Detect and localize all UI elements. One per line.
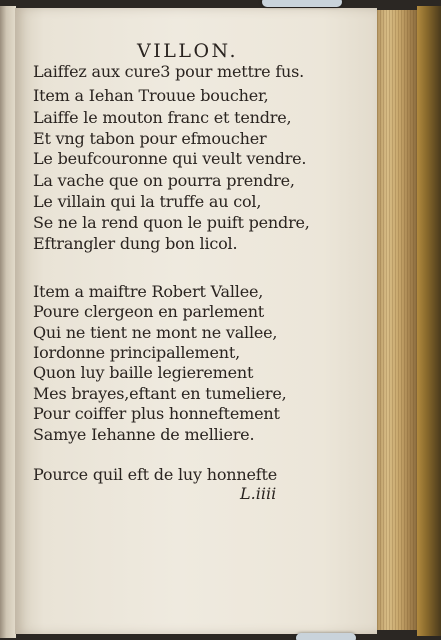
signature-mark: L.iiii: [240, 484, 277, 503]
verse-line: Poure clergeon en parlement: [33, 302, 265, 321]
verse-line: Samye Iehanne de melliere.: [33, 425, 255, 444]
verse-line: Et vng tabon pour efmoucher: [33, 129, 267, 148]
verse-line: Mes brayes,eftant en tumeliere,: [33, 384, 287, 403]
page-clip-bottom: [296, 633, 356, 640]
running-head: VILLON.: [137, 40, 238, 62]
verse-line: La vache que on pourra prendre,: [33, 171, 295, 190]
verse-line: Item a Iehan Trouue boucher,: [33, 86, 269, 105]
verse-line: Pour coiffer plus honneftement: [33, 404, 280, 423]
previous-page-edge: [0, 6, 16, 638]
book-binding: [417, 6, 441, 636]
verse-line: Eftrangler dung bon licol.: [33, 234, 238, 253]
page-clip-top: [262, 0, 342, 7]
verse-line: Le beufcouronne qui veult vendre.: [33, 149, 307, 168]
verse-line: Item a maiftre Robert Vallee,: [33, 282, 264, 301]
verse-line: Le villain qui la truffe au col,: [33, 192, 262, 211]
verse-line: Se ne la rend quon le puift pendre,: [33, 213, 310, 232]
verse-line: Quon luy baille legierement: [33, 363, 254, 382]
verse-line: Iordonne principallement,: [33, 343, 240, 362]
verse-line: Laiffez aux cure3 pour mettre fus.: [33, 62, 305, 81]
verse-line: Qui ne tient ne mont ne vallee,: [33, 323, 278, 342]
verse-line: Pource quil eft de luy honnefte: [33, 465, 277, 484]
verse-line: Laiffe le mouton franc et tendre,: [33, 108, 292, 127]
gilt-page-edges: [377, 10, 417, 630]
